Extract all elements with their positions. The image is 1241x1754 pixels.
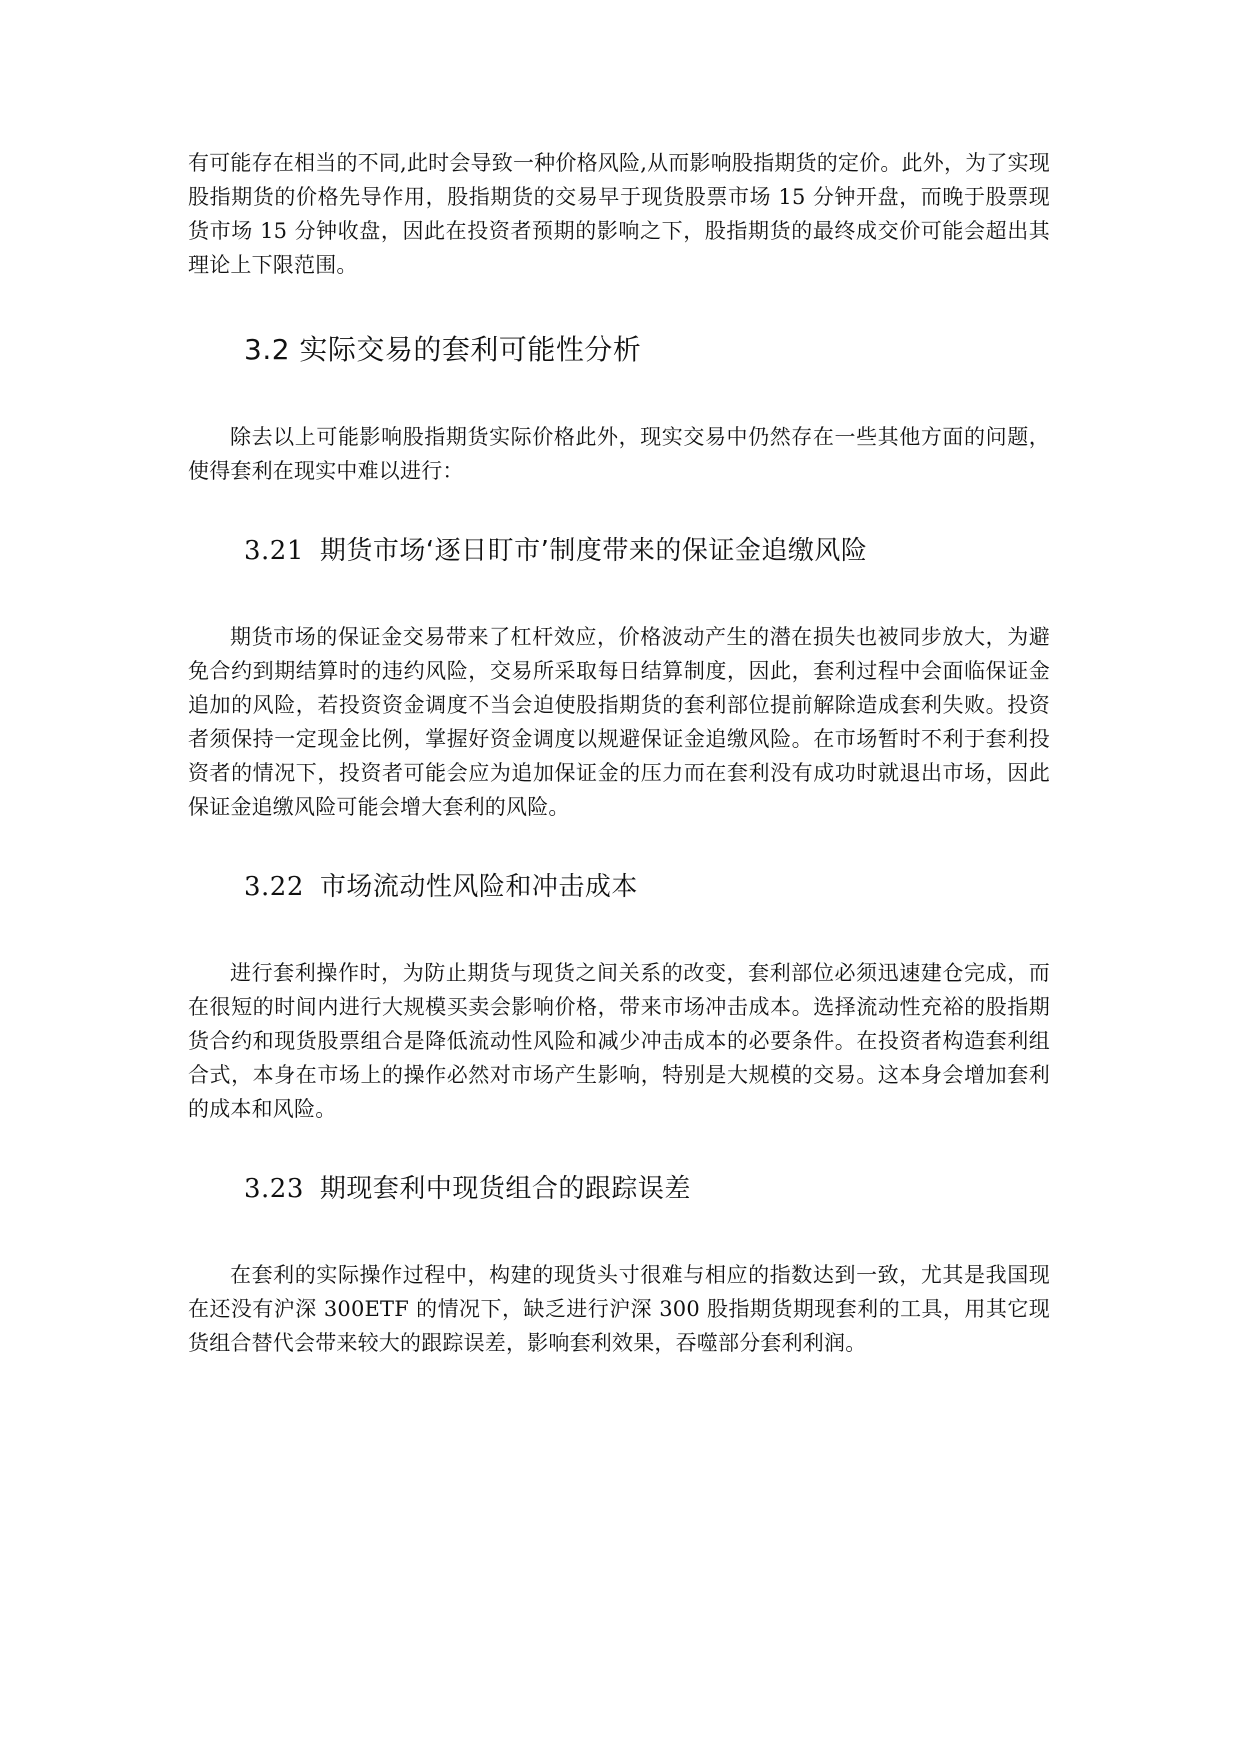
section-3-21-paragraph: 期货市场的保证金交易带来了杠杆效应，价格波动产生的潜在损失也被同步放大，为避免合约到期结算时的违约风险，交易所采取每日结算制度，因此，套利过程中会面临保证金追加的风险，若投资资金调度不当会迫使股指期货的套利部位提前解除造成套利失败。投资者须保持一定现金比例，掌握好资金调度以规避保证金追缴风险。在市场暂时不利于套利投资者的情况下，投资者可能会应为追加保证金的压力而在套利没有成功时就退出市场，因此保证金追缴风险可能会增大套利的风险。 <box>188 625 1050 819</box>
section-3-22-number: 3.22 <box>244 872 304 902</box>
section-3-22-title: 市场流动性风险和冲击成本 <box>319 872 638 902</box>
section-3-22-paragraph: 进行套利操作时，为防止期货与现货之间关系的改变，套利部位必须迅速建仓完成，而在很短的时间内进行大规模买卖会影响价格，带来市场冲击成本。选择流动性充裕的股指期货合约和现货股票组合是降低流动性风险和减少冲击成本的必要条件。在投资者构造套利组合式，本身在市场上的操作必然对市场产生影响，特别是大规模的交易。这本身会增加套利的成本和风险。 <box>188 961 1050 1121</box>
section-3-21-title: 期货市场‘逐日盯市’制度带来的保证金追缴风险 <box>319 536 868 566</box>
page-content <box>188 146 1050 1360</box>
section-3-23-paragraph: 在套利的实际操作过程中，构建的现货头寸很难与相应的指数达到一致，尤其是我国现在还没有沪深 300ETF 的情况下，缺乏进行沪深 300 股指期货期现套利的工具，用其它现货组合替代会带来较大的跟踪误差，影响套利效果，吞噬部分套利利润。 <box>188 1263 1050 1355</box>
section-3-21-heading <box>188 532 1050 570</box>
section-3-23-title: 期现套利中现货组合的跟踪误差 <box>319 1174 691 1204</box>
section-3-2-paragraph: 除去以上可能影响股指期货实际价格此外，现实交易中仍然存在一些其他方面的问题，使得套利在现实中难以进行： <box>188 425 1050 483</box>
section-3-22-heading <box>188 868 1050 906</box>
intro-paragraph: 有可能存在相当的不同,此时会导致一种价格风险,从而影响股指期货的定价。此外，为了实现股指期货的价格先导作用，股指期货的交易早于现货股票市场 15 分钟开盘，而晚于股票现货市场 15 分钟收盘，因此在投资者预期的影响之下，股指期货的最终成交价可能会超出其理论上下限范围。 <box>188 151 1050 277</box>
section-3-2-heading: 3.2 实际交易的套利可能性分析 <box>244 333 642 366</box>
section-3-23-heading <box>188 1170 1050 1208</box>
section-3-23-number: 3.23 <box>244 1174 304 1204</box>
section-3-21-number: 3.21 <box>244 536 304 566</box>
